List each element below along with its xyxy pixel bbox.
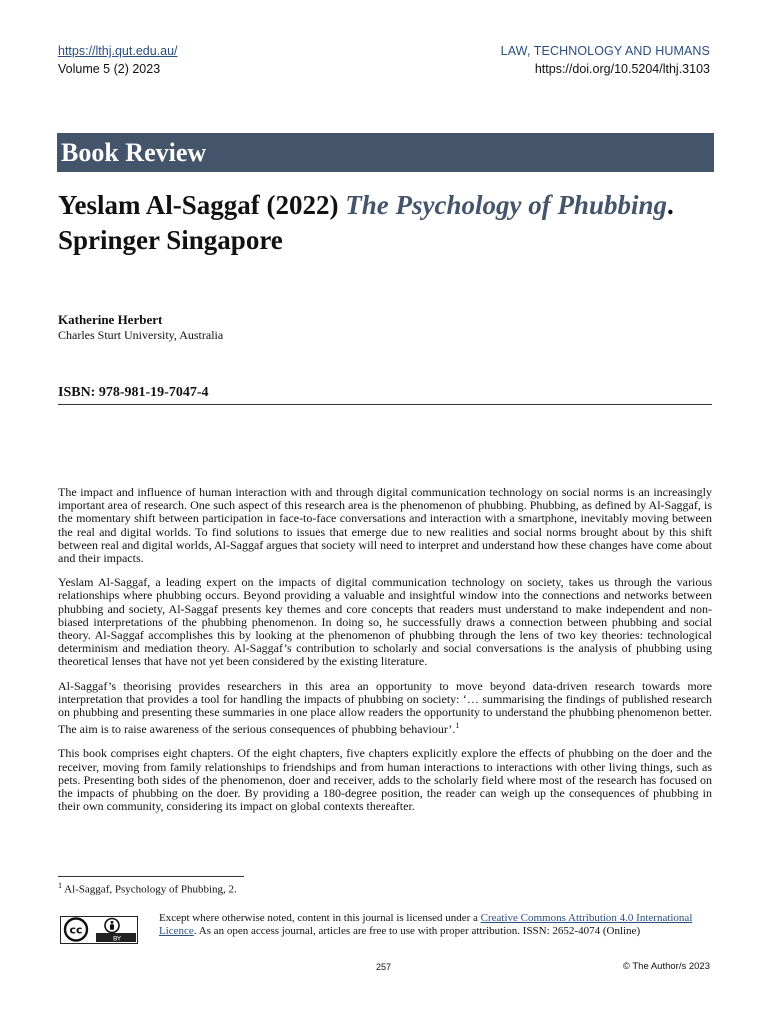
paragraph-3 — [58, 680, 712, 737]
article-title — [58, 188, 708, 258]
license-link[interactable]: Creative Commons Attribution 4.0 International Licence — [159, 912, 693, 937]
running-header-top — [58, 44, 710, 58]
journal-name: LAW, TECHNOLOGY AND HUMANS — [500, 44, 710, 58]
article-body — [58, 486, 712, 824]
section-banner: Book Review — [57, 133, 714, 172]
journal-site-link[interactable]: https://lthj.qut.edu.au/ — [58, 44, 178, 58]
paragraph-3-text: Al-Saggaf’s theorising provides researchers in this area an opportunity to move beyond data-driven research towards more interpretation that provides a tool for handling the impacts of phubbing on society: ‘… summarising the findings of published research on phubbing and presenting these summaries in one place allow readers the opportunity to understand the phubbing phenomenon better. The aim is to raise awareness of the serious consequences of phubbing behaviour’. — [58, 678, 712, 737]
isbn-line — [58, 385, 712, 405]
cc-by-badge-graphic — [61, 917, 136, 942]
footnote-number: 1 — [58, 881, 62, 890]
footnote-divider — [58, 876, 244, 877]
author-name: Katherine Herbert — [58, 312, 163, 327]
attribution-icon — [105, 919, 119, 933]
volume-issue: Volume 5 (2) 2023 — [58, 62, 161, 76]
running-header-bottom — [58, 62, 710, 76]
book-title: The Psychology of Phubbing — [345, 190, 667, 220]
creative-commons-icon — [65, 919, 87, 941]
license-prefix: Except where otherwise noted, content in this journal is licensed under a — [159, 912, 481, 924]
page-number: 257 — [376, 962, 392, 972]
footnote-reference[interactable]: 1 — [455, 721, 460, 731]
cc-label: cc — [69, 923, 83, 937]
title-author-year: Yeslam Al-Saggaf (2022) — [58, 190, 346, 220]
license-suffix: . As an open access journal, articles are free to use with proper attribution. ISSN: 2652-4074 (Online) — [193, 924, 641, 937]
by-label: BY — [112, 934, 122, 942]
title-publisher: . Springer Singapore — [58, 190, 674, 255]
isbn: ISBN: 978-981-19-7047-4 — [58, 385, 209, 400]
doi-link[interactable]: https://doi.org/10.5204/lthj.3103 — [534, 62, 710, 76]
author-affiliation: Charles Sturt University, Australia — [58, 328, 224, 342]
footnote — [58, 881, 237, 896]
license-notice — [159, 912, 712, 937]
paragraph-1: The impact and influence of human interaction with and through digital communication technology on social norms is an increasingly important area of research. One such aspect of this research area is the phenomenon of phubbing. Phubbing, as defined by Al-Saggaf, is the momentary shift between participation in face-to-face conversations and interaction with a smartphone, inevitably moving between the real and digital worlds. To find solutions to issues that emerge due to new realities and social norms brought about by this shift between real and digital worlds, Al-Saggaf argues that society will need to interpret and understand how these changes have come about and their impacts. — [58, 485, 712, 566]
paragraph-2: Yeslam Al-Saggaf, a leading expert on the impacts of digital communication technology on society, takes us through the various relationships where phubbing occurs. Beyond providing a valuable and insightful window into the connections and networks between phubbing and society, Al-Saggaf presents key themes and core concepts that readers must understand to make independent and non-biased interpretations of the phubbing phenomenon. In doing so, he successfully draws a connection between phubbing and social theory. Al-Saggaf accomplishes this by looking at the phenomenon of phubbing through the lens of two key theories: technological determinism and mediation theory. Al-Saggaf’s contribution to scholarly and social conversations is the analysis of phubbing using theoretical lenses that have not yet been considered by the existing literature. — [58, 575, 712, 669]
copyright-notice: © The Author/s 2023 — [622, 961, 710, 972]
cc-by-license-badge[interactable] — [60, 916, 138, 944]
footnote-text: Al-Saggaf, Psychology of Phubbing, 2. — [62, 883, 237, 896]
paragraph-4: This book comprises eight chapters. Of the eight chapters, five chapters explicitly explore the effects of phubbing on the doer and the receiver, moving from family relationships to friendships and from human interactions to interactions with other living things, such as pets. Presenting both sides of the phenomenon, doer and receiver, adds to the scholarly field where most of the research has focused on the impacts of phubbing on the doer. By providing a 180-degree position, the reader can weigh up the consequences of phubbing in their own community, considering its impact on global contexts thereafter. — [58, 746, 712, 814]
